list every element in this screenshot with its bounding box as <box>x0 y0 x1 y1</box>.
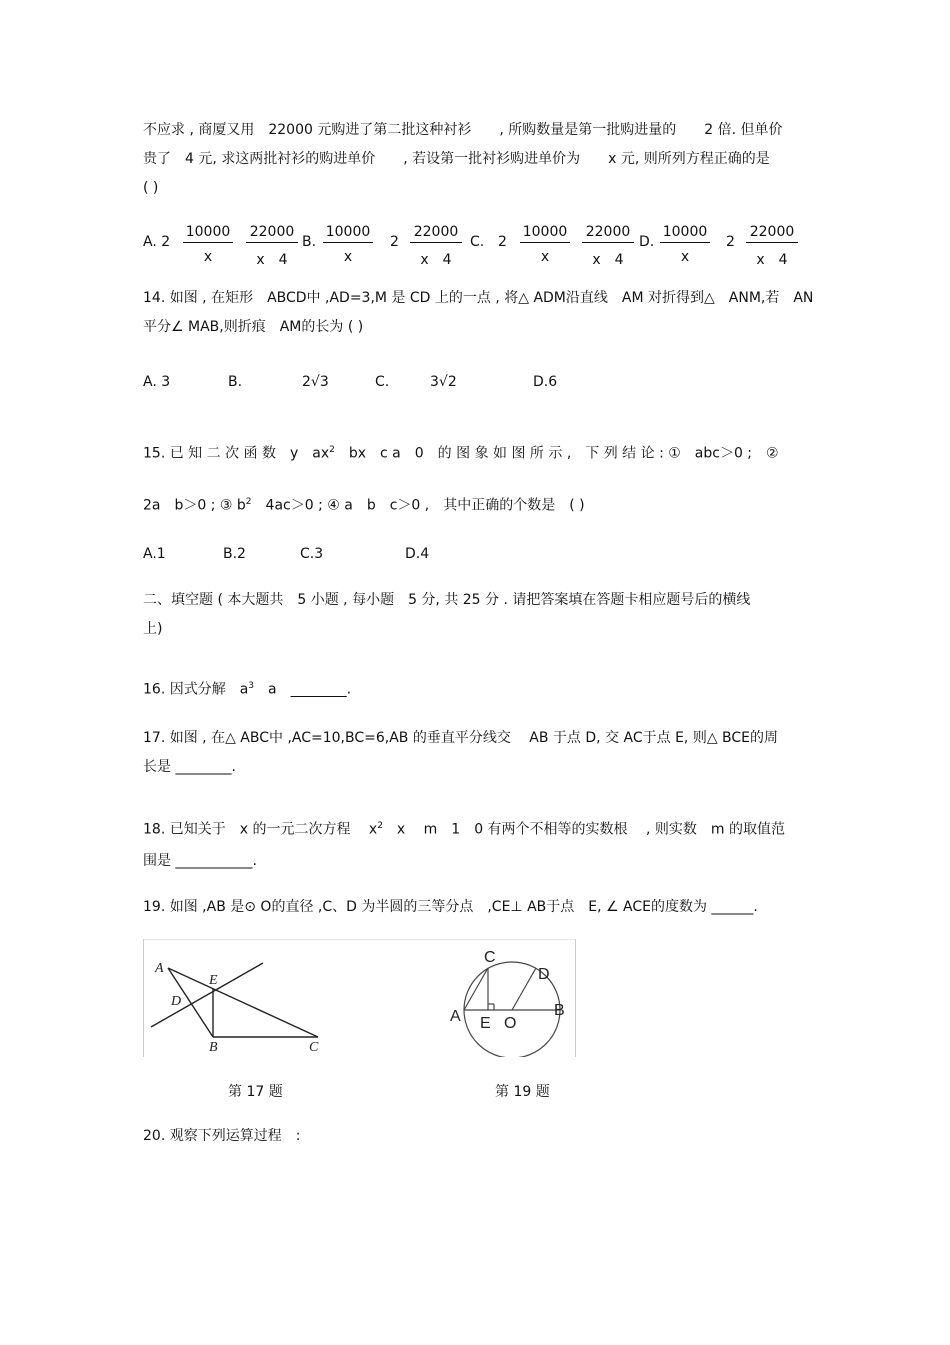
q14-option-b-value: 2√3 <box>302 374 329 390</box>
q18-end: x m 1 0 有两个不相等的实数根 , 则实数 m 的取值范 <box>382 821 785 838</box>
q13-d-frac-2 <box>746 224 798 269</box>
q19-line-1: 19. 如图 ,AB 是⊙ O的直径 ,C、D 为半圆的三等分点 ,CE⊥ AB于点 E, ∠ ACE的度数为 ______. <box>143 899 758 915</box>
frac-denominator: x <box>540 249 550 265</box>
fig19-label-a: A <box>450 1008 461 1025</box>
q15-option-c: C.3 <box>300 546 324 562</box>
fig17-label-e: E <box>209 973 218 988</box>
frac-denominator: x 4 <box>756 252 788 268</box>
q13-b-mid: 2 <box>390 234 399 250</box>
frac-numerator: 10000 <box>660 224 710 243</box>
q13-c-frac-1 <box>520 224 570 265</box>
q15-line-1 <box>143 440 779 464</box>
fig19-label-o: O <box>504 1015 517 1032</box>
frac-numerator: 22000 <box>746 224 798 243</box>
frac-numerator: 10000 <box>520 224 570 243</box>
q13-d-mid: 2 <box>726 234 735 250</box>
fig17-label-b: B <box>209 1040 218 1055</box>
q15-line-2-end: 4ac＞0 ; ④ a b c＞0 , 其中正确的个数是 ( ) <box>251 497 585 514</box>
q15-line-2 <box>143 492 585 516</box>
section-2-heading-cont: 上) <box>143 621 163 637</box>
q14-line-2: 平分∠ MAB,则折痕 AM的长为 ( ) <box>143 319 364 335</box>
q13-a-frac-2 <box>246 224 298 269</box>
q20-line-1: 20. 观察下列运算过程 : <box>143 1128 301 1144</box>
q15-option-b: B.2 <box>223 546 246 562</box>
q16-end: a ________. <box>254 681 352 698</box>
fig17-caption: 第 17 题 <box>228 1084 283 1100</box>
fig17-label-d: D <box>171 994 182 1009</box>
q13-a-frac-1 <box>183 224 233 265</box>
frac-denominator: x <box>343 249 353 265</box>
frac-denominator: x 4 <box>420 252 452 268</box>
q16-start: 16. 因式分解 a <box>143 681 249 698</box>
fig19-label-d: D <box>538 966 550 983</box>
q15-line-2-start: 2a b＞0 ; ③ b <box>143 497 246 514</box>
q15-option-a: A.1 <box>143 546 166 562</box>
fig19-caption: 第 19 题 <box>495 1084 550 1100</box>
frac-numerator: 22000 <box>246 224 298 243</box>
q17-line-2: 长是 ________. <box>143 759 236 775</box>
q18-line-1 <box>143 816 785 840</box>
section-2-heading: 二、填空题 ( 本大题共 5 小题 , 每小题 5 分, 共 25 分 . 请把答案填在答题卡相应题号后的横线 <box>143 592 751 608</box>
q14-option-b: B. <box>228 374 243 390</box>
fig17-label-c: C <box>309 1040 319 1055</box>
q14-option-d: D.6 <box>533 374 558 390</box>
frac-denominator: x 4 <box>592 252 624 268</box>
q16-line <box>143 676 351 700</box>
frac-denominator: x <box>203 249 213 265</box>
q14-option-a: A. 3 <box>143 374 171 390</box>
q13-b-frac-1 <box>323 224 373 265</box>
q18-start: 18. 已知关于 x 的一元二次方程 x <box>143 821 378 838</box>
frac-numerator: 10000 <box>323 224 373 243</box>
q15-sup-2: 2 <box>245 497 252 507</box>
fig19-label-b: B <box>554 1002 565 1019</box>
fig17-label-a: A <box>155 961 164 976</box>
q13-c-mid: 2 <box>498 234 507 250</box>
q18-sup: 2 <box>377 821 383 831</box>
fig19-label-c: C <box>484 949 496 966</box>
frac-denominator: x 4 <box>256 252 288 268</box>
frac-numerator: 22000 <box>410 224 462 243</box>
q14-option-c-value: 3√2 <box>430 374 457 390</box>
figures-panel <box>143 939 576 1057</box>
q15-line-1-end: bx c a 0 的 图 象 如 图 所 示 , 下 列 结 论 : ① abc＞0 ; ② <box>334 445 779 462</box>
q15-sup-1: 2 <box>329 445 335 455</box>
q13-b-frac-2 <box>410 224 462 269</box>
q13-c-frac-2 <box>582 224 634 269</box>
q15-line-1-start: 15. 已 知 二 次 函 数 y ax <box>143 445 330 462</box>
q13-d-frac-1 <box>660 224 710 265</box>
q14-line-1: 14. 如图 , 在矩形 ABCD中 ,AD=3,M 是 CD 上的一点 , 将△ ADM沿直线 AM 对折得到△ ANM,若 AN <box>143 290 814 306</box>
frac-denominator: x <box>680 249 690 265</box>
q14-option-c: C. <box>375 374 390 390</box>
q13-line-3: ( ) <box>143 180 159 196</box>
q13-line-2: 贵了 4 元, 求这两批衬衫的购进单价 , 若设第一批衬衫购进单价为 x 元, 则所列方程正确的是 <box>143 151 770 167</box>
q15-option-d: D.4 <box>405 546 430 562</box>
fig19-label-e: E <box>480 1015 491 1032</box>
q16-sup: 3 <box>248 681 255 691</box>
frac-numerator: 22000 <box>582 224 634 243</box>
frac-numerator: 10000 <box>183 224 233 243</box>
q13-option-d-label: D. <box>639 234 655 250</box>
q17-line-1: 17. 如图 , 在△ ABC中 ,AC=10,BC=6,AB 的垂直平分线交 AB 于点 D, 交 AC于点 E, 则△ BCE的周 <box>143 730 779 746</box>
q13-line-1: 不应求 , 商厦又用 22000 元购进了第二批这种衬衫 , 所购数量是第一批购进量的 2 倍. 但单价 <box>143 122 783 138</box>
q18-line-2: 围是 ___________. <box>143 853 257 869</box>
q13-option-c-label: C. <box>470 234 485 250</box>
q13-option-b-label: B. <box>302 234 317 250</box>
q13-option-a-label: A. 2 <box>143 234 171 250</box>
